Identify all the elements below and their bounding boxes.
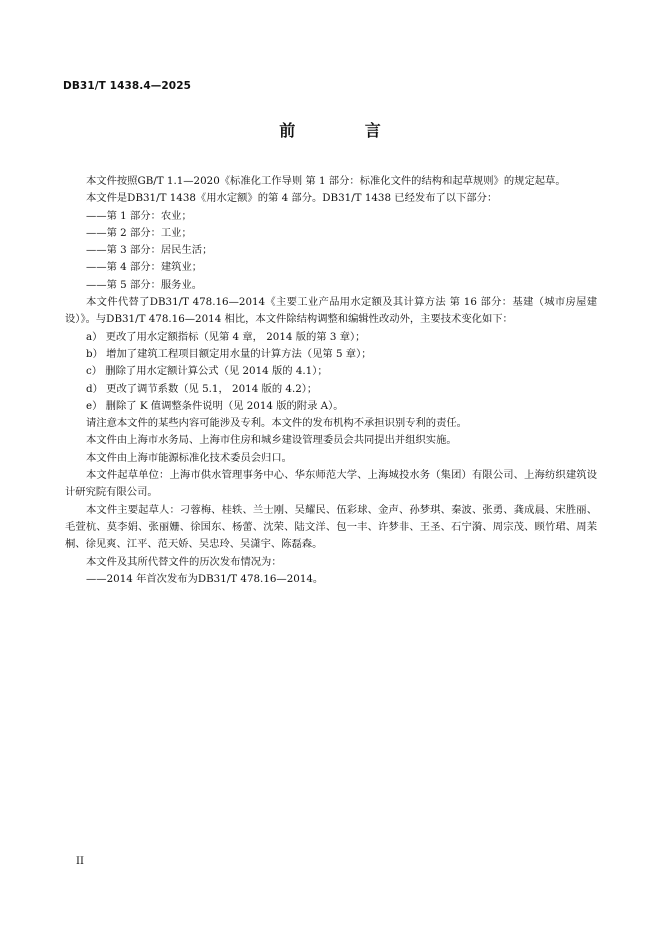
paragraph-series-intro: 本文件是DB31/T 1438《用水定额》的第 4 部分。DB31/T 1438 已经发布了以下部分：	[86, 192, 498, 205]
change-list-item: e） 删除了 K 值调整条件说明（见 2014 版的附录 A）。	[86, 399, 344, 412]
paragraph-history-intro: 本文件及其所代替文件的历次发布情况为：	[86, 555, 282, 568]
paragraph-proposer: 本文件由上海市水务局、上海市住房和城乡建设管理委员会共同提出并组织实施。	[86, 434, 457, 447]
change-list-item: a） 更改了用水定额指标（见第 4 章， 2014 版的第 3 章）；	[86, 330, 366, 343]
paragraph-drafters: 本文件主要起草人：刁蓉梅、桂轶、兰士刚、吴耀民、伍彩球、金声、孙梦琪、秦波、张勇、龚成晨、宋胜丽、毛萱杭、莫李娟、张丽姗、徐国东、杨蕾、沈荣、陆文洋、包一丰、许梦非、王圣、石宁漪、周宗茂、顾竹珺、周苿桐、徐见爽、江平、范天娇、吴忠玲、吴潇宇、陈磊森。	[65, 503, 597, 551]
paragraph-drafting-rules: 本文件按照GB/T 1.1—2020《标准化工作导则 第 1 部分：标准化文件的结构和起草规则》的规定起草。	[86, 175, 566, 187]
document-code-header: DB31/T 1438.4—2025	[63, 80, 192, 92]
paragraph-committee: 本文件由上海市能源标准化技术委员会归口。	[86, 451, 292, 464]
page-number: II	[76, 856, 84, 867]
part-list-item: ——第 2 部分：工业；	[86, 226, 192, 239]
change-list-item: b） 增加了建筑工程项目额定用水量的计算方法（见第 5 章）；	[86, 347, 372, 360]
part-list-item: ——第 3 部分：居民生活；	[86, 244, 213, 257]
change-list-item: d） 更改了调节系数（见 5.1， 2014 版的 4.2）；	[86, 382, 318, 395]
paragraph-patent-notice: 请注意本文件的某些内容可能涉及专利。本文件的发布机构不承担识别专利的责任。	[86, 417, 467, 430]
paragraph-drafting-units: 本文件起草单位：上海市供水管理事务中心、华东师范大学、上海城投水务（集团）有限公司、上海纺织建筑设计研究院有限公司。	[65, 469, 597, 499]
part-list-item: ——第 1 部分：农业；	[86, 209, 192, 222]
page-title: 前 言	[279, 121, 413, 140]
part-list-item: ——第 5 部分：服务业。	[86, 278, 203, 291]
paragraph-replacement: 本文件代替了DB31/T 478.16—2014《主要工业产品用水定额及其计算方法 第 16 部分：基建（城市房屋建设）》。与DB31/T 478.16—2014 相比，本文件除结构调整和编辑性改动外，主要技术变化如下：	[65, 296, 597, 326]
history-list-item: ——2014 年首次发布为DB31/T 478.16—2014。	[86, 572, 324, 585]
change-list-item: c） 删除了用水定额计算公式（见 2014 版的 4.1）；	[86, 365, 328, 378]
part-list-item: ——第 4 部分：建筑业；	[86, 261, 203, 274]
foreword-body	[65, 173, 597, 588]
